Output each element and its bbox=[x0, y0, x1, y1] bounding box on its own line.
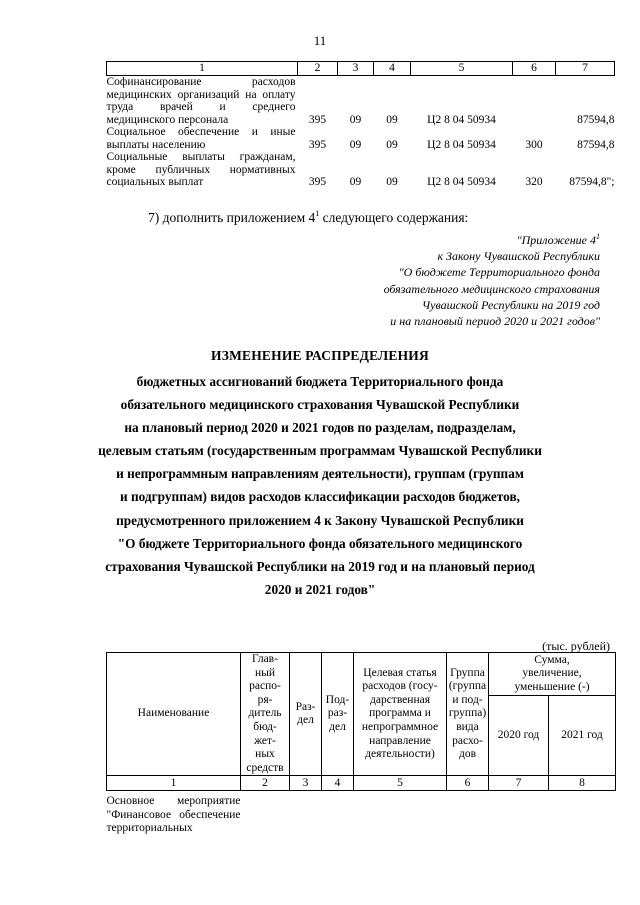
row-amount: 87594,8 bbox=[577, 113, 615, 126]
header-line: Сумма, bbox=[534, 653, 570, 666]
header-line: ря- bbox=[257, 693, 273, 706]
table-row bbox=[107, 126, 615, 151]
header-line: дел bbox=[329, 720, 346, 733]
col-group-header bbox=[447, 653, 489, 776]
header-line: и под- bbox=[452, 693, 483, 706]
header-line: расходов (госу- bbox=[362, 680, 438, 693]
header-line: вида bbox=[456, 720, 479, 733]
header-line: направление bbox=[369, 734, 431, 747]
document-heading: ИЗМЕНЕНИЕ РАСПРЕДЕЛЕНИЯ bbox=[211, 348, 429, 363]
header-line: Целевая статья bbox=[363, 666, 437, 679]
continuation-header-row bbox=[107, 62, 615, 76]
header-line: деятельности) bbox=[365, 748, 435, 761]
header-line: ных bbox=[255, 748, 275, 761]
header-line: дов bbox=[458, 748, 477, 761]
row-subsection: 09 bbox=[386, 138, 398, 151]
row-admin: 395 bbox=[308, 113, 327, 126]
col-sum-header bbox=[489, 653, 616, 696]
header-line: непрограммное bbox=[361, 720, 439, 733]
header-line: распо- bbox=[249, 680, 281, 693]
col-2020-header: 2020 год bbox=[489, 696, 549, 776]
row-name: Основное мероприятие "Финансовое обеспечение территориальных bbox=[106, 795, 241, 835]
amendment-after: следующего содержания: bbox=[319, 210, 469, 225]
distribution-table bbox=[106, 652, 616, 836]
continuation-table bbox=[106, 61, 615, 189]
appendix-reference bbox=[310, 229, 600, 329]
subtitle-line: и подгруппам) видов расходов классификации расходов бюджетов, bbox=[119, 489, 520, 505]
table-row bbox=[107, 791, 616, 836]
header-line: Группа bbox=[450, 666, 485, 679]
col-target-header bbox=[354, 653, 447, 776]
row-group bbox=[513, 76, 556, 127]
header-line: дел bbox=[297, 714, 314, 727]
header-line: средств bbox=[246, 761, 284, 774]
row-group: 300 bbox=[525, 138, 543, 151]
header-line: ный bbox=[254, 666, 276, 679]
appendix-line: Чувашской Республики на 2019 год bbox=[421, 297, 600, 312]
row-amount: 87594,8"; bbox=[569, 176, 615, 188]
col-name-header: Наименование bbox=[107, 653, 241, 776]
row-section: 09 bbox=[349, 113, 362, 126]
appendix-line: к Закону Чувашской Республики bbox=[437, 249, 600, 264]
row-name: Софинансирование расходов медицинских организаций на оплату труда врачей и среднего медицинского персонала bbox=[106, 76, 296, 126]
column-number: 5 bbox=[354, 776, 447, 791]
row-target: Ц2 8 04 50934 bbox=[427, 138, 496, 151]
appendix-label: "Приложение 4 bbox=[516, 233, 596, 247]
header-line: раз- bbox=[327, 707, 348, 720]
header-row bbox=[107, 653, 616, 696]
row-section: 09 bbox=[349, 138, 362, 151]
header-line: группа) bbox=[448, 707, 487, 720]
row-subsection: 09 bbox=[386, 176, 398, 188]
row-name: Социальные выплаты гражданам, кроме публичных нормативных социальных выплат bbox=[106, 151, 296, 188]
row-amount: 87594,8 bbox=[577, 138, 615, 151]
header-line: программа и bbox=[369, 707, 431, 720]
subtitle-line: 2020 и 2021 годов" bbox=[264, 581, 376, 597]
appendix-line: и на плановый период 2020 и 2021 годов" bbox=[390, 314, 600, 329]
subtitle-line: и непрограммным направлениям деятельности), группам (группам bbox=[116, 466, 524, 482]
header-line: (группа bbox=[448, 680, 487, 693]
col-subsection-header bbox=[322, 653, 354, 776]
appendix-line bbox=[310, 229, 600, 248]
table-row bbox=[107, 151, 615, 189]
header-cell: 1 bbox=[107, 62, 298, 76]
subtitle-line: страхования Чувашской Республики на 2019 год и на плановый период bbox=[105, 558, 535, 574]
units-label: (тыс. рублей) bbox=[542, 639, 610, 653]
appendix-line: обязательного медицинского страхования bbox=[383, 281, 600, 296]
header-cell: 7 bbox=[556, 62, 615, 76]
row-name: Социальное обеспечение и иные выплаты населению bbox=[106, 126, 296, 151]
amendment-sup: 1 bbox=[315, 209, 320, 218]
page-number: 11 bbox=[313, 33, 327, 48]
column-number: 3 bbox=[290, 776, 322, 791]
header-line: Раз- bbox=[295, 700, 316, 713]
header-cell: 4 bbox=[374, 62, 411, 76]
header-line: бюд- bbox=[253, 720, 277, 733]
row-group: 320 bbox=[525, 176, 543, 188]
header-line: Под- bbox=[325, 693, 350, 706]
document-subtitle bbox=[0, 370, 640, 601]
row-empty-cells bbox=[241, 791, 616, 836]
subtitle-line: предусмотренного приложением 4 к Закону Чувашской Республики bbox=[116, 512, 524, 528]
amendment-text bbox=[148, 209, 468, 226]
header-line: уменьшение (-) bbox=[514, 681, 590, 694]
header-line: расхо- bbox=[452, 734, 483, 747]
header-line: жет- bbox=[254, 734, 276, 747]
col-2021-header: 2021 год bbox=[549, 696, 616, 776]
table-row bbox=[107, 76, 615, 127]
row-section: 09 bbox=[349, 176, 362, 188]
row-subsection: 09 bbox=[386, 113, 398, 126]
header-cell: 5 bbox=[411, 62, 513, 76]
subtitle-line: обязательного медицинского страхования Чувашской Республики bbox=[120, 397, 520, 413]
appendix-sup: 1 bbox=[596, 232, 600, 241]
header-line: Глав- bbox=[252, 653, 278, 665]
row-admin: 395 bbox=[308, 138, 327, 151]
column-number: 4 bbox=[322, 776, 354, 791]
column-number: 1 bbox=[107, 776, 241, 791]
amendment-before: 7) дополнить приложением 4 bbox=[148, 210, 316, 225]
header-cell: 3 bbox=[338, 62, 374, 76]
header-line: дарственная bbox=[369, 693, 430, 706]
row-target: Ц2 8 04 50934 bbox=[427, 176, 496, 188]
column-number-row bbox=[107, 776, 616, 791]
header-line: увеличение, bbox=[522, 667, 582, 680]
header-cell: 6 bbox=[513, 62, 556, 76]
row-target: Ц2 8 04 50934 bbox=[427, 113, 496, 126]
column-number: 2 bbox=[241, 776, 290, 791]
subtitle-line: целевым статьям (государственным программам Чувашской Республики bbox=[98, 443, 542, 459]
header-cell: 2 bbox=[298, 62, 338, 76]
column-number: 6 bbox=[447, 776, 489, 791]
column-number: 8 bbox=[549, 776, 616, 791]
column-number: 7 bbox=[489, 776, 549, 791]
subtitle-line: на плановый период 2020 и 2021 годов по разделам, подразделам, bbox=[124, 420, 516, 436]
col-admin-header bbox=[241, 653, 290, 776]
row-admin: 395 bbox=[308, 176, 327, 188]
appendix-line: "О бюджете Территориального фонда bbox=[398, 265, 600, 280]
subtitle-line: "О бюджете Территориального фонда обязательного медицинского bbox=[117, 535, 523, 551]
col-section-header bbox=[290, 653, 322, 776]
header-line: дитель bbox=[248, 707, 282, 720]
subtitle-line: бюджетных ассигнований бюджета Территориального фонда bbox=[136, 374, 504, 389]
